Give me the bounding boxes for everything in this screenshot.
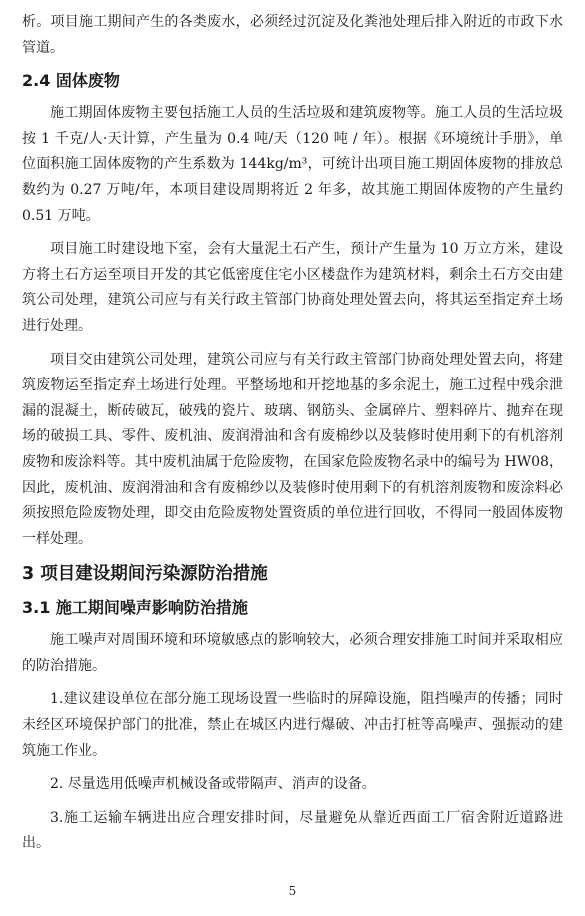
list-item-noise-2: 2. 尽量选用低噪声机械设备或带隔声、消声的设备。 — [50, 776, 376, 793]
section-heading-3-1: 3.1 施工期间噪声影响防治措施 — [22, 598, 248, 618]
section-heading-2-4: 2.4 固体废物 — [22, 71, 120, 91]
paragraph-construction-waste: 项目交由建筑公司处理，建筑公司应与有关行政主管部门协商处理处置去向，将建筑废物运至指定弃土场进行处理。平整场地和开挖地基的多余泥土，施工过程中残余泄漏的混凝土，断砖破瓦，破残的瓷片、玻璃、钢筋头、金属碎片、塑料碎片、抛弃在现场的破损工具、零件、废机油、废润滑油和含有废棉纱以及装修时使用剩下的有机溶剂废物和废涂料等。其中废机油属于危险废物，在国家危险废物名录中的编号为 HW08，因此，废机油、废润滑油和含有废棉纱以及装修时使用剩下的有机溶剂废物和废涂料必须按照危险废物处理，即交由危险废物处置资质的单位进行回收，不得同一般固体废物一样处理。 — [22, 351, 563, 547]
section-heading-3: 3 项目建设期间污染源防治措施 — [22, 564, 268, 585]
list-item-noise-1: 1.建议建设单位在部分施工现场设置一些临时的屏障设施，阻挡噪声的传播；同时未经区环境保护部门的批准，禁止在城区内进行爆破、冲击打桩等高噪声、强振动的建筑施工作业。 — [22, 691, 563, 759]
page-number: 5 — [288, 884, 297, 898]
list-item-noise-3: 3.施工运输车辆进出应合理安排时间，尽量避免从靠近西面工厂宿舍附近道路进出。 — [22, 809, 563, 852]
paragraph-earthwork: 项目施工时建设地下室，会有大量泥土石产生，预计产生量为 10 万立方米，建设方将土石方运至项目开发的其它低密度住宅小区楼盘作为建筑材料，剩余土石方交由建筑公司处理，建筑公司应与有关行政主管部门协商处理处置去向，将其运至指定弃土场进行处理。 — [22, 241, 563, 334]
paragraph-solid-waste-overview: 施工期固体废物主要包括施工人员的生活垃圾和建筑废物等。施工人员的生活垃圾按 1 千克/人·天计算，产生量为 0.4 吨/天（120 吨 / 年）。根据《环境统计手册》，单位面积施工固体废物的产生系数为 144kg/m³，可统计出项目施工期固体废物的排放总数约为 0.27 万吨/年，本项目建设周期将近 2 年多，故其施工期固体废物的产生量约 0.51 万吨。 — [22, 105, 563, 224]
intro-paragraph: 析。项目施工期间产生的各类废水，必须经过沉淀及化粪池处理后排入附近的市政下水管道。 — [22, 14, 563, 56]
paragraph-noise-intro: 施工噪声对周围环境和环境敏感点的影响较大，必须合理安排施工时间并采取相应的防治措施。 — [22, 632, 563, 674]
